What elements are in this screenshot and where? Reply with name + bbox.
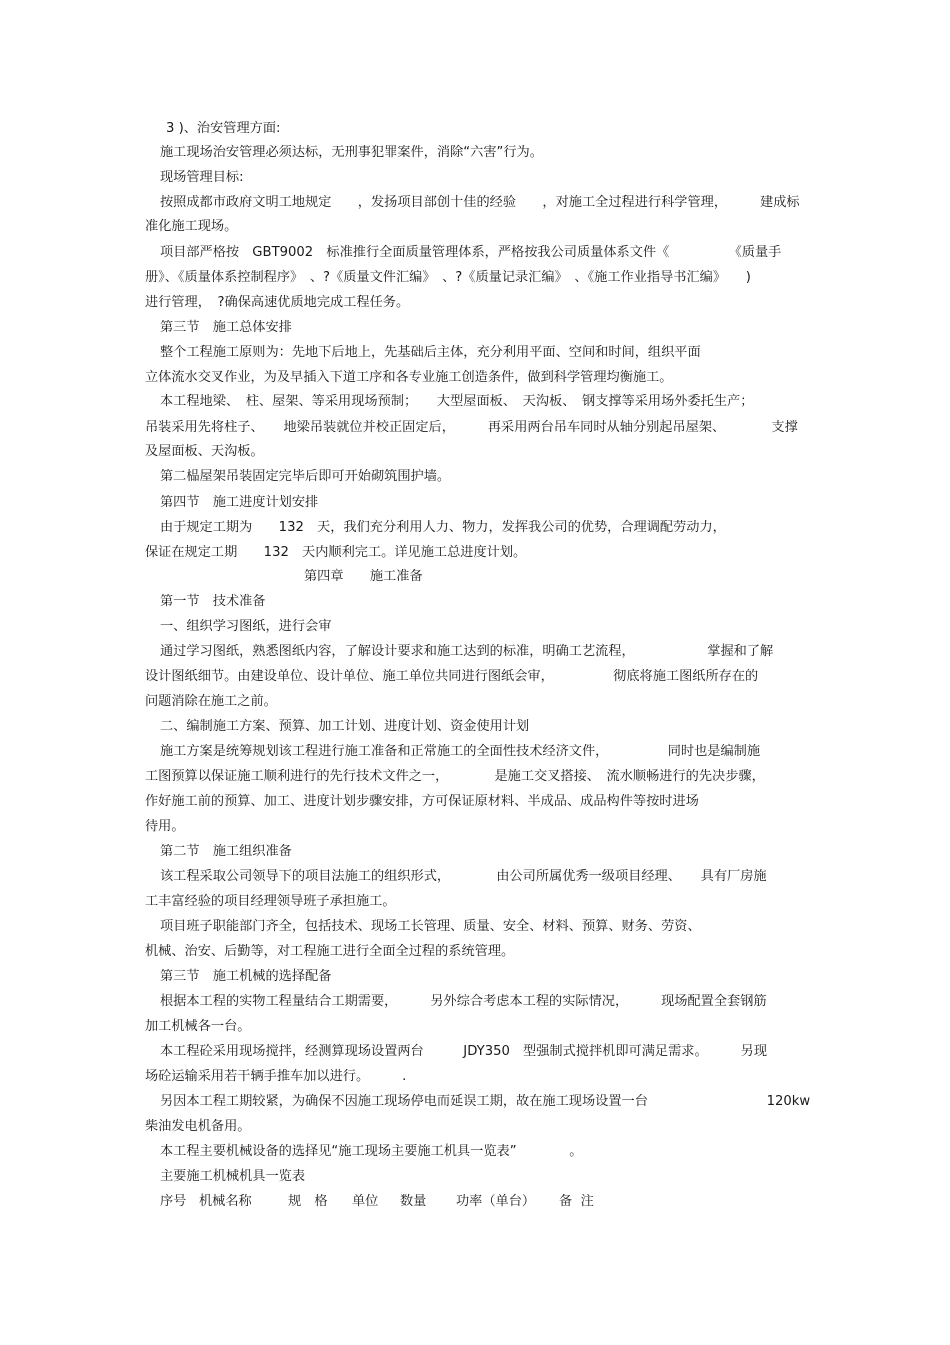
text-line: 待用。 (145, 819, 185, 834)
text-line: 问题消除在施工之前。 (145, 694, 277, 709)
section-heading: 第三节 施工总体安排 (160, 320, 292, 335)
text-line: 项目部严格按 GBT9002 标准推行全面质量管理体系，严格按我公司质量体系文件《 《质量手 (160, 245, 782, 260)
table-header-cell: 机械名称 (199, 1194, 252, 1209)
text-line: 项目班子职能部门齐全，包括技术、现场工长管理、质量、安全、材料、预算、财务、劳资、 (160, 919, 701, 934)
subsection-heading: 一、组织学习图纸，进行会审 (160, 619, 332, 634)
text-line: 按照成都市政府文明工地规定 ，发扬项目部创十佳的经验 ，对施工全过程进行科学管理， 建成标 (160, 195, 800, 210)
text-line: 该工程采取公司领导下的项目法施工的组织形式， 由公司所属优秀一级项目经理、 具有厂房施 (160, 869, 767, 884)
text-line: 进行管理， ?确保高速优质地完成工程任务。 (145, 295, 410, 310)
text-line: 加工机械各一台。 (145, 1019, 251, 1034)
table-title: 主要施工机械机具一览表 (160, 1169, 306, 1184)
text-line: 保证在规定工期 132 天内顺利完工。详见施工总进度计划。 (145, 545, 527, 560)
text-line: 准化施工现场。 (145, 219, 238, 234)
table-header-cell: 规 格 (288, 1194, 328, 1209)
text-line: 柴油发电机备用。 (145, 1119, 251, 1134)
text-line: 及屋面板、天沟板。 (145, 444, 264, 459)
text-line: 吊装采用先将柱子、 地梁吊装就位并校正固定后， 再采用两台吊车同时从轴分别起吊屋架、 支撑 (145, 420, 798, 435)
text-line: 由于规定工期为 132 天，我们充分利用人力、物力，发挥我公司的优势，合理调配劳动力， (160, 520, 726, 535)
table-header-cell: 单位 (352, 1194, 379, 1209)
text-line: 根据本工程的实物工程量结合工期需要， 另外综合考虑本工程的实际情况， 现场配置全套钢筋 (160, 994, 767, 1009)
text-line: 场砼运输采用若干辆手推车加以进行。 . (145, 1069, 407, 1084)
text-line: 作好施工前的预算、加工、进度计划步骤安排，方可保证原材料、半成品、成品构件等按时进场 (145, 794, 699, 809)
text-line: 另因本工程工期较紧，为确保不因施工现场停电而延误工期，故在施工现场设置一台 120kw (160, 1094, 811, 1109)
table-header-cell: 序号 (160, 1194, 187, 1209)
text-line: 设计图纸细节。由建设单位、设计单位、施工单位共同进行图纸会审， 彻底将施工图纸所存在的 (145, 669, 759, 684)
text-line: 本工程主要机械设备的选择见“施工现场主要施工机具一览表” 。 (160, 1144, 583, 1159)
text-line: 工图预算以保证施工顺利进行的先行技术文件之一， 是施工交叉搭接、 流水顺畅进行的先决步骤， (145, 769, 765, 784)
section-heading: 第四节 施工进度计划安排 (160, 495, 319, 510)
section-heading: 第三节 施工机械的选择配备 (160, 969, 332, 984)
table-header-cell: 数量 (400, 1194, 427, 1209)
text-line: 整个工程施工原则为：先地下后地上，先基础后主体，充分利用平面、空间和时间，组织平面 (160, 345, 701, 360)
text-line: 机械、治安、后勤等，对工程施工进行全面全过程的系统管理。 (145, 944, 515, 959)
table-header-cell: 功率（单台） (456, 1194, 536, 1209)
subsection-heading: 二、编制施工方案、预算、加工计划、进度计划、资金使用计划 (160, 719, 530, 734)
text-line: 施工方案是统筹规划该工程进行施工准备和正常施工的全面性技术经济文件， 同时也是编制施 (160, 744, 761, 759)
text-line: 工丰富经验的项目经理领导班子承担施工。 (145, 894, 396, 909)
text-line: 施工现场治安管理必须达标，无刑事犯罪案件，消除“六害”行为。 (160, 145, 543, 160)
text-line: 本工程地梁、 柱、屋架、等采用现场预制； 大型屋面板、 天沟板、 钢支撑等采用场外委托生产； (160, 394, 754, 409)
text-line: 通过学习图纸，熟悉图纸内容，了解设计要求和施工达到的标准，明确工艺流程， 掌握和了解 (160, 644, 774, 659)
text-line: 现场管理目标: (160, 170, 244, 185)
section-heading: 第一节 技术准备 (160, 594, 266, 609)
text-line: 第二榀屋架吊装固定完毕后即可开始砌筑围护墙。 (160, 469, 451, 484)
text-line: 立体流水交叉作业，为及早插入下道工序和各专业施工创造条件，做到科学管理均衡施工。 (145, 370, 673, 385)
table-header-cell: 备 注 (559, 1194, 594, 1209)
chapter-heading: 第四章 施工准备 (304, 569, 423, 584)
section-heading: 第二节 施工组织准备 (160, 844, 292, 859)
text-line: 本工程砼采用现场搅拌，经测算现场设置两台 JDY350 型强制式搅拌机即可满足需求。 另现 (160, 1044, 768, 1059)
text-line: 3 )、治安管理方面: (166, 121, 281, 136)
text-line: 册》、《质量体系控制程序》 、?《质量文件汇编》 、?《质量记录汇编》 、《施工作业指导书汇编》 ) (145, 270, 751, 285)
